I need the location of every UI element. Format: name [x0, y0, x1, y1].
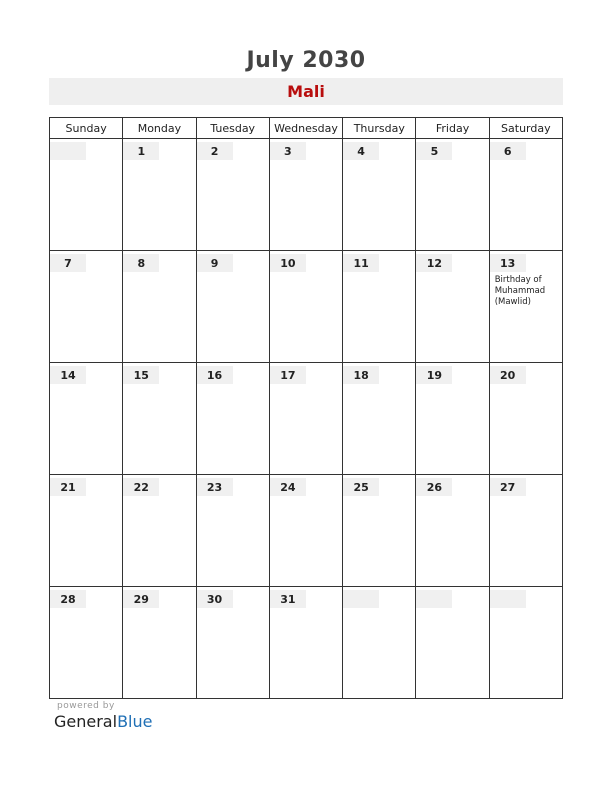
brand-general-text: General [54, 712, 118, 731]
day-number: 3 [270, 142, 306, 160]
day-cell [343, 475, 416, 587]
day-number: 10 [270, 254, 306, 272]
brand-blue-text: Blue [117, 712, 153, 731]
day-number: 2 [197, 142, 233, 160]
day-cell [489, 251, 562, 363]
day-number: 7 [50, 254, 86, 272]
day-cell [196, 363, 269, 475]
weekday-header-row [50, 118, 563, 139]
page-title: July 2030 [246, 48, 366, 73]
day-cell [269, 475, 342, 587]
day-number: 11 [343, 254, 379, 272]
day-number: 19 [416, 366, 452, 384]
week-row-3 [50, 363, 563, 475]
calendar-grid [49, 117, 563, 699]
day-number: 20 [490, 366, 526, 384]
day-number [416, 590, 452, 608]
day-cell [343, 363, 416, 475]
day-cell [50, 475, 123, 587]
weekday-saturday: Saturday [489, 118, 562, 139]
country-banner [49, 78, 563, 105]
week-row-4 [50, 475, 563, 587]
weekday-wednesday: Wednesday [269, 118, 342, 139]
day-cell [269, 363, 342, 475]
day-number: 13 [490, 254, 526, 272]
day-number: 4 [343, 142, 379, 160]
week-row-1 [50, 139, 563, 251]
day-cell [123, 587, 196, 699]
weekday-thursday: Thursday [343, 118, 416, 139]
day-cell [489, 363, 562, 475]
day-number: 27 [490, 478, 526, 496]
day-cell [343, 139, 416, 251]
day-cell [50, 363, 123, 475]
weekday-tuesday: Tuesday [196, 118, 269, 139]
day-cell [269, 251, 342, 363]
day-cell [50, 139, 123, 251]
day-number: 21 [50, 478, 86, 496]
day-cell [416, 251, 489, 363]
day-number [343, 590, 379, 608]
brand-logo[interactable] [54, 712, 152, 731]
day-cell [269, 587, 342, 699]
day-cell [489, 475, 562, 587]
day-number: 24 [270, 478, 306, 496]
day-cell [123, 251, 196, 363]
day-number: 31 [270, 590, 306, 608]
day-number: 25 [343, 478, 379, 496]
weekday-friday: Friday [416, 118, 489, 139]
day-number: 30 [197, 590, 233, 608]
day-number: 18 [343, 366, 379, 384]
weekday-sunday: Sunday [50, 118, 123, 139]
day-cell [123, 139, 196, 251]
week-row-2 [50, 251, 563, 363]
day-cell [343, 251, 416, 363]
day-number: 17 [270, 366, 306, 384]
day-number: 8 [123, 254, 159, 272]
day-cell [196, 139, 269, 251]
day-cell [416, 475, 489, 587]
country-label: Mali [287, 82, 325, 101]
day-cell [123, 363, 196, 475]
day-number: 12 [416, 254, 452, 272]
day-cell [123, 475, 196, 587]
holiday-event: Birthday of Muhammad (Mawlid) [494, 275, 546, 307]
day-number: 6 [490, 142, 526, 160]
day-cell [196, 587, 269, 699]
day-cell [489, 139, 562, 251]
day-number [490, 590, 526, 608]
day-cell [416, 139, 489, 251]
day-cell [416, 587, 489, 699]
day-cell [343, 587, 416, 699]
day-number: 22 [123, 478, 159, 496]
day-number: 29 [123, 590, 159, 608]
powered-by-label: powered by [57, 701, 115, 711]
day-number: 1 [123, 142, 159, 160]
day-cell [50, 251, 123, 363]
weekday-monday: Monday [123, 118, 196, 139]
day-number: 9 [197, 254, 233, 272]
day-cell [269, 139, 342, 251]
day-number: 15 [123, 366, 159, 384]
week-row-5 [50, 587, 563, 699]
day-number: 16 [197, 366, 233, 384]
day-cell [489, 587, 562, 699]
day-cell [196, 251, 269, 363]
day-cell [196, 475, 269, 587]
day-number [50, 142, 86, 160]
day-number: 26 [416, 478, 452, 496]
day-cell [416, 363, 489, 475]
day-number: 5 [416, 142, 452, 160]
day-cell [50, 587, 123, 699]
day-number: 14 [50, 366, 86, 384]
day-number: 23 [197, 478, 233, 496]
day-number: 28 [50, 590, 86, 608]
